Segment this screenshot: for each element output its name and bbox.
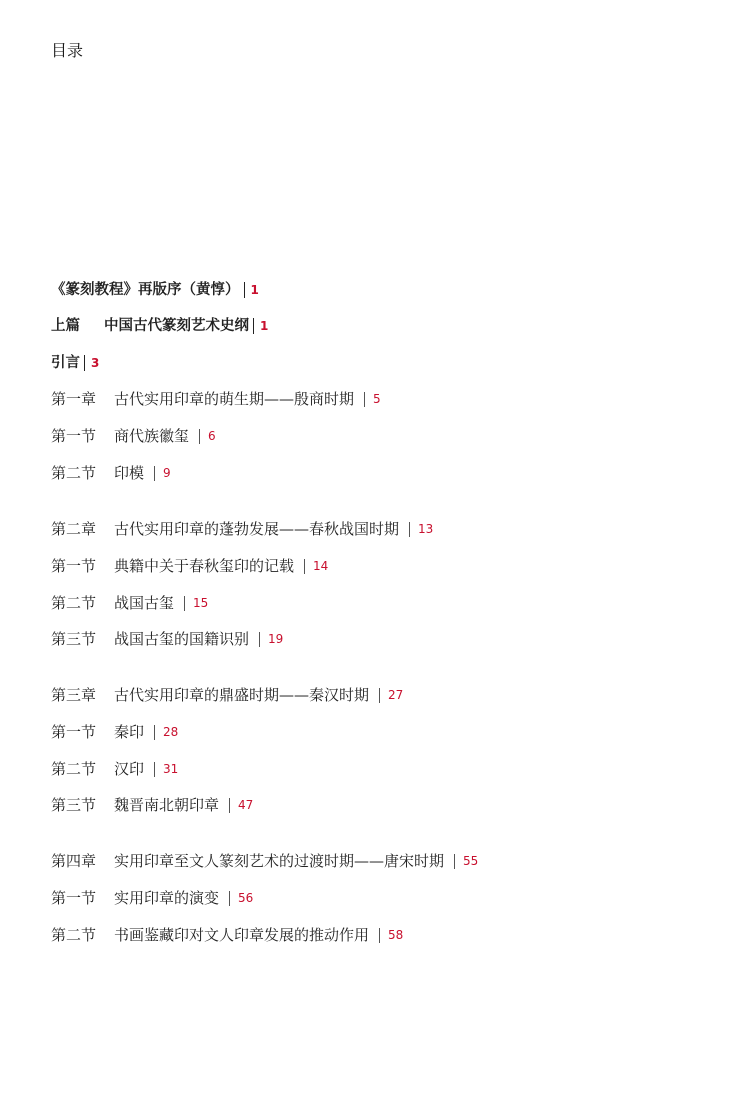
toc-page-number: 56 <box>238 891 254 905</box>
toc-entry[interactable] <box>51 925 403 945</box>
toc-entry-label: 第一节 <box>51 723 97 741</box>
toc-entry-title: 古代实用印章的萌生期——殷商时期 <box>114 390 355 408</box>
toc-entry-label: 第二节 <box>51 926 97 944</box>
toc-page-number: 28 <box>163 725 179 739</box>
toc-entry[interactable] <box>51 685 403 705</box>
toc-entry[interactable] <box>51 519 433 539</box>
toc-entry[interactable] <box>51 463 171 483</box>
toc-entry-label: 第一节 <box>51 427 97 445</box>
toc-entry-title: 实用印章至文人篆刻艺术的过渡时期——唐宋时期 <box>114 852 445 870</box>
toc-entry[interactable] <box>51 353 99 373</box>
separator-bar <box>409 522 410 537</box>
toc-entry[interactable] <box>51 888 253 908</box>
toc-entry-label: 第四章 <box>51 852 97 870</box>
toc-entry-label: 第三章 <box>51 686 97 704</box>
separator-bar <box>304 559 305 574</box>
separator-bar <box>379 928 380 943</box>
separator-bar <box>229 798 230 813</box>
toc-entry-title: 秦印 <box>114 723 145 741</box>
separator-bar <box>364 392 365 407</box>
toc-page-number: 13 <box>418 522 434 536</box>
toc-entry-title: 战国古玺的国籍识别 <box>114 630 250 648</box>
toc-entry-label: 第一节 <box>51 557 97 575</box>
separator-bar <box>154 762 155 777</box>
toc-entry-title: 《篆刻教程》再版序（黄惇） <box>51 282 240 298</box>
separator-bar <box>379 688 380 703</box>
toc-page-number: 14 <box>313 559 329 573</box>
toc-entry-title: 引言 <box>51 355 80 371</box>
toc-entry-title: 商代族徽玺 <box>114 427 190 445</box>
toc-entry[interactable] <box>51 316 268 336</box>
separator-bar <box>84 355 85 371</box>
toc-entry[interactable] <box>51 426 216 446</box>
toc-entry-label: 第三节 <box>51 796 97 814</box>
separator-bar <box>253 318 254 334</box>
toc-page-number: 58 <box>388 928 404 942</box>
toc-entry[interactable] <box>51 851 478 871</box>
toc-page-number: 19 <box>268 632 284 646</box>
toc-entry-label: 第二节 <box>51 760 97 778</box>
toc-entry-title: 古代实用印章的鼎盛时期——秦汉时期 <box>114 686 370 704</box>
toc-page-number: 5 <box>373 392 381 406</box>
toc-entry-title: 古代实用印章的蓬勃发展——春秋战国时期 <box>114 520 400 538</box>
separator-bar <box>184 596 185 611</box>
separator-bar <box>154 725 155 740</box>
separator-bar <box>259 632 260 647</box>
toc-entry-label: 第二章 <box>51 520 97 538</box>
toc-entry-label: 第一节 <box>51 889 97 907</box>
separator-bar <box>244 282 245 298</box>
toc-entry-label: 第二节 <box>51 464 97 482</box>
toc-entry-label: 第一章 <box>51 390 97 408</box>
toc-entry-title: 典籍中关于春秋玺印的记载 <box>114 557 295 575</box>
toc-entry[interactable] <box>51 280 259 300</box>
toc-entry-title: 魏晋南北朝印章 <box>114 796 220 814</box>
toc-entry-label: 上篇 <box>51 318 80 334</box>
toc-entry-title: 书画鉴藏印对文人印章发展的推动作用 <box>114 926 370 944</box>
toc-entry-label: 第二节 <box>51 594 97 612</box>
toc-entry-label: 第三节 <box>51 630 97 648</box>
toc-entry-title: 印模 <box>114 464 145 482</box>
toc-page-number: 1 <box>260 319 269 333</box>
separator-bar <box>229 891 230 906</box>
toc-entry-title: 战国古玺 <box>114 594 175 612</box>
toc-page-number: 47 <box>238 798 254 812</box>
toc-page-number: 31 <box>163 762 179 776</box>
toc-entry[interactable] <box>51 389 381 409</box>
toc-entry[interactable] <box>51 593 208 613</box>
toc-page-number: 55 <box>463 854 479 868</box>
toc-page-number: 27 <box>388 688 404 702</box>
toc-entry[interactable] <box>51 722 178 742</box>
separator-bar <box>199 429 200 444</box>
toc-entry-title: 实用印章的演变 <box>114 889 220 907</box>
toc-entry[interactable] <box>51 759 178 779</box>
page-title: 目录 <box>51 41 84 60</box>
toc-page-number: 1 <box>250 283 259 297</box>
toc-page-number: 9 <box>163 466 171 480</box>
toc-page-number: 3 <box>91 356 100 370</box>
toc-page-number: 6 <box>208 429 216 443</box>
toc-entry-title: 汉印 <box>114 760 145 778</box>
toc-entry[interactable] <box>51 556 328 576</box>
toc-entry[interactable] <box>51 795 253 815</box>
separator-bar <box>454 854 455 869</box>
toc-page-number: 15 <box>193 596 209 610</box>
toc-entry-title: 中国古代篆刻艺术史纲 <box>104 318 249 334</box>
toc-entry[interactable] <box>51 629 283 649</box>
separator-bar <box>154 466 155 481</box>
